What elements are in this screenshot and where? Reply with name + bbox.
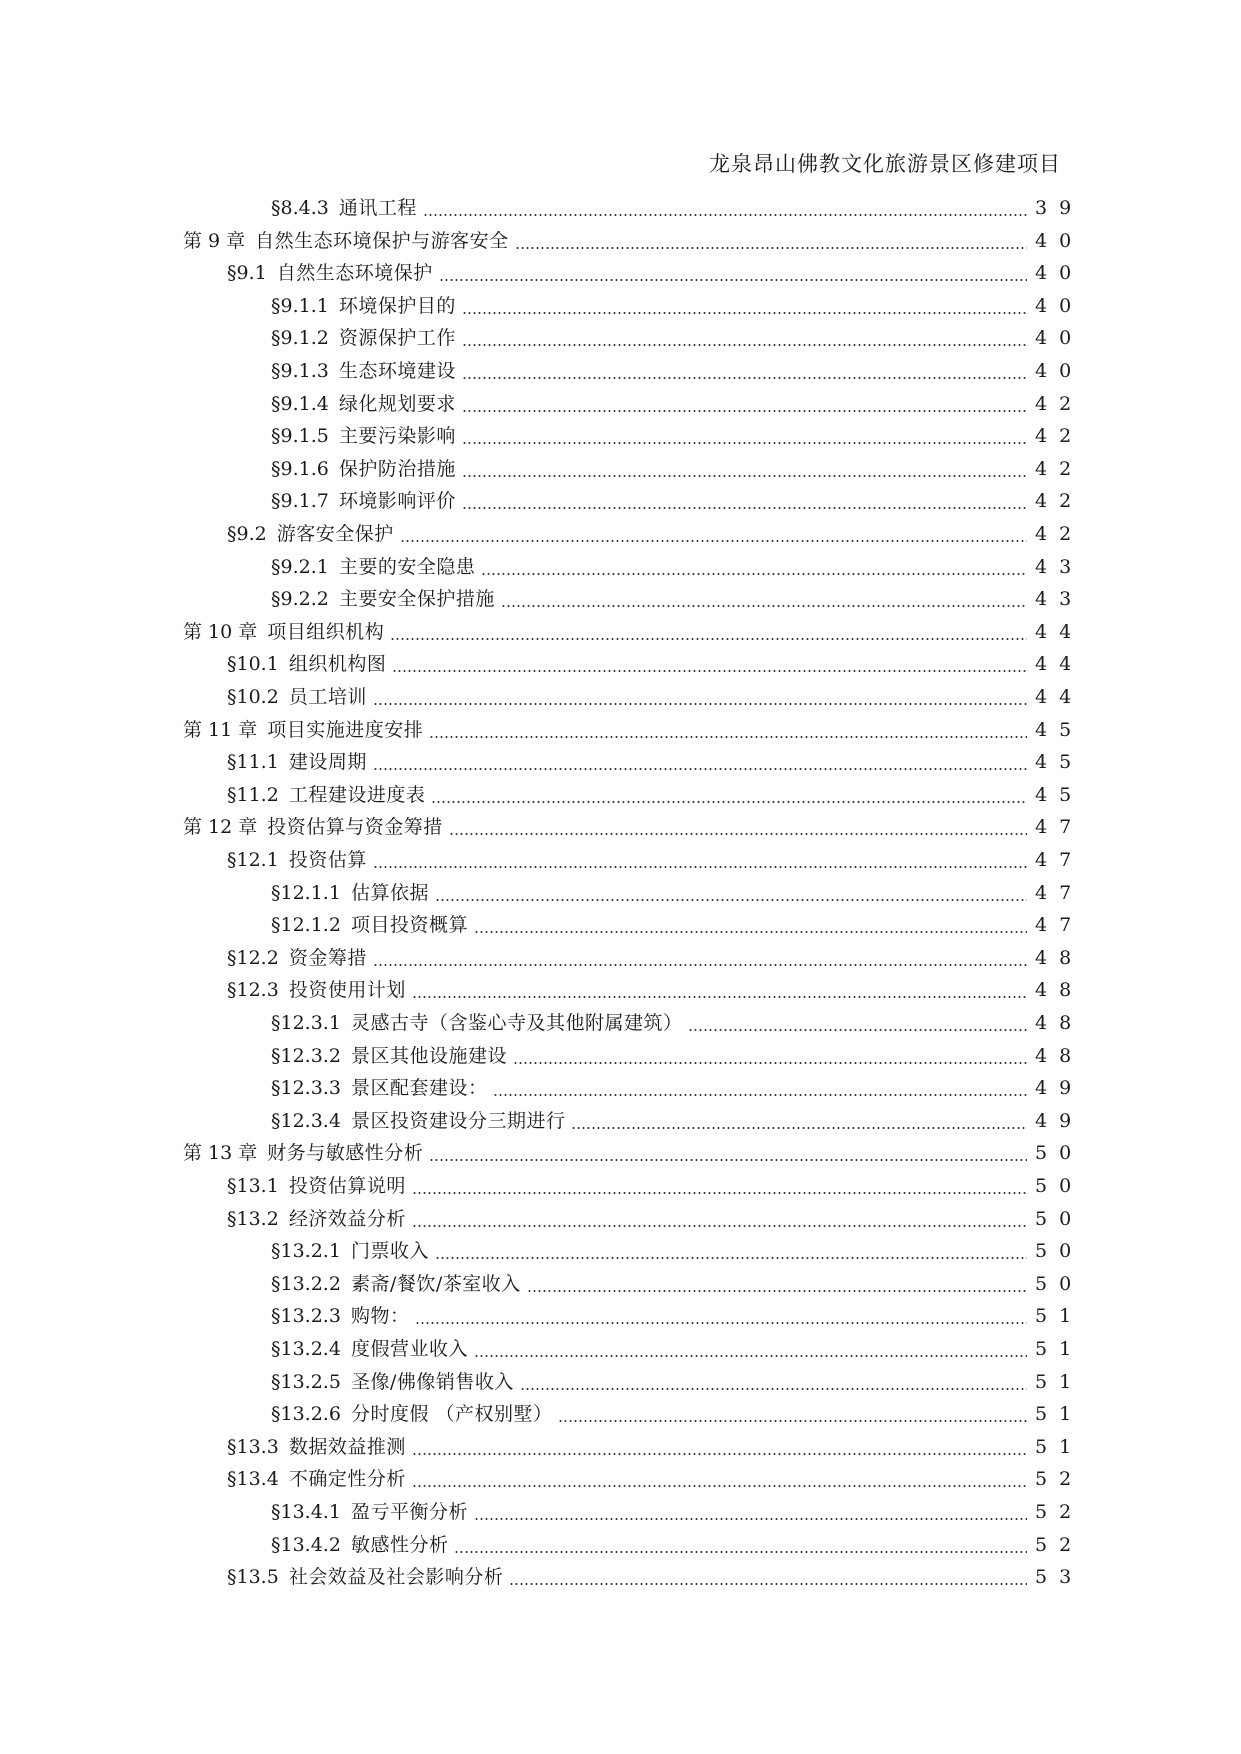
toc-entry-number: §9.2.2 bbox=[271, 588, 329, 611]
toc-entry-page-number: 42 bbox=[1035, 457, 1084, 480]
toc-entry-title: 项目投资概算 bbox=[350, 914, 468, 937]
toc-entry-page-number: 50 bbox=[1035, 1240, 1084, 1263]
toc-entry[interactable] bbox=[0, 290, 1241, 322]
dot-leader bbox=[501, 605, 1027, 607]
toc-entry[interactable] bbox=[0, 616, 1241, 648]
toc-entry-title: 门票收入 bbox=[350, 1240, 429, 1263]
toc-entry[interactable] bbox=[0, 1333, 1241, 1365]
dot-leader bbox=[513, 1062, 1027, 1064]
toc-entry-line bbox=[271, 909, 1084, 941]
dot-leader bbox=[429, 736, 1027, 738]
toc-entry[interactable] bbox=[0, 1268, 1241, 1300]
toc-entry-page-number: 42 bbox=[1035, 425, 1084, 448]
toc-entry-number: §13.2.5 bbox=[271, 1370, 341, 1393]
toc-entry[interactable] bbox=[0, 1007, 1241, 1039]
toc-entry-title: 资源保护工作 bbox=[338, 327, 456, 350]
toc-entry[interactable] bbox=[0, 1105, 1241, 1137]
toc-entry-line bbox=[227, 1431, 1084, 1463]
toc-entry-page-number: 49 bbox=[1035, 1077, 1084, 1100]
toc-entry[interactable] bbox=[0, 388, 1241, 420]
dot-leader bbox=[462, 475, 1027, 477]
dot-leader bbox=[373, 866, 1027, 868]
dot-leader bbox=[431, 801, 1027, 803]
toc-entry-number: §9.1.6 bbox=[271, 457, 329, 480]
toc-entry-page-number: 52 bbox=[1035, 1468, 1084, 1491]
toc-entry-page-number: 39 bbox=[1035, 197, 1084, 219]
toc-entry[interactable] bbox=[0, 1235, 1241, 1267]
toc-entry[interactable] bbox=[0, 583, 1241, 615]
toc-entry-page-number: 47 bbox=[1035, 914, 1084, 937]
dot-leader bbox=[412, 1485, 1027, 1487]
toc-entry-number: §9.1.7 bbox=[271, 490, 329, 513]
toc-entry-number: §13.2.3 bbox=[271, 1305, 341, 1328]
toc-entry[interactable] bbox=[0, 877, 1241, 909]
toc-entry-page-number: 47 bbox=[1035, 816, 1084, 839]
toc-entry-number: §9.1.4 bbox=[271, 392, 329, 415]
toc-entry[interactable] bbox=[0, 746, 1241, 778]
dot-leader bbox=[558, 1420, 1027, 1422]
toc-entry-number: §12.3.2 bbox=[271, 1044, 341, 1067]
toc-entry-number: 第 13 章 bbox=[183, 1142, 258, 1165]
toc-entry-page-number: 43 bbox=[1035, 588, 1084, 611]
dot-leader bbox=[435, 899, 1027, 901]
toc-entry-title: 投资使用计划 bbox=[288, 979, 406, 1002]
dot-leader bbox=[462, 410, 1027, 412]
toc-entry-title: 投资估算与资金筹措 bbox=[267, 816, 443, 839]
toc-entry-title: 生态环境建设 bbox=[338, 360, 456, 382]
toc-entry-page-number: 52 bbox=[1035, 1533, 1084, 1556]
dot-leader bbox=[412, 1192, 1027, 1194]
dot-leader bbox=[415, 1322, 1027, 1324]
toc-entry-line bbox=[227, 974, 1084, 1006]
toc-entry-title: 资金筹措 bbox=[288, 946, 367, 969]
toc-entry[interactable] bbox=[0, 648, 1241, 680]
dot-leader bbox=[449, 833, 1027, 835]
toc-entry-title: 估算依据 bbox=[350, 881, 429, 904]
dot-leader bbox=[520, 1388, 1027, 1390]
toc-entry-page-number: 50 bbox=[1035, 1175, 1084, 1197]
toc-entry-line bbox=[271, 1268, 1084, 1300]
toc-entry-number: §13.4.2 bbox=[271, 1533, 341, 1556]
toc-entry-number: §9.1 bbox=[227, 262, 267, 285]
toc-entry-page-number: 40 bbox=[1035, 229, 1084, 252]
toc-entry[interactable] bbox=[0, 192, 1241, 224]
toc-entry[interactable] bbox=[0, 355, 1241, 387]
toc-entry-number: §8.4.3 bbox=[271, 197, 329, 219]
toc-entry-line bbox=[271, 1496, 1084, 1528]
toc-entry-number: §12.1.1 bbox=[271, 881, 341, 904]
dot-leader bbox=[462, 507, 1027, 509]
toc-entry-title: 项目实施进度安排 bbox=[267, 718, 424, 741]
toc-entry[interactable] bbox=[0, 974, 1241, 1006]
toc-entry-line bbox=[271, 877, 1084, 909]
toc-entry-title: 工程建设进度表 bbox=[288, 783, 426, 806]
toc-entry-line bbox=[271, 1007, 1084, 1039]
toc-entry[interactable] bbox=[0, 1529, 1241, 1561]
toc-entry[interactable] bbox=[0, 322, 1241, 354]
toc-entry-page-number: 42 bbox=[1035, 490, 1084, 513]
toc-entry-page-number: 51 bbox=[1035, 1403, 1084, 1426]
toc-entry-title: 环境保护目的 bbox=[338, 294, 456, 317]
toc-entry[interactable] bbox=[0, 1203, 1241, 1235]
toc-entry-line bbox=[271, 420, 1084, 452]
toc-entry-number: §12.2 bbox=[227, 946, 279, 969]
toc-entry-number: 第 12 章 bbox=[183, 816, 258, 839]
toc-entry[interactable] bbox=[0, 942, 1241, 974]
toc-entry-line bbox=[271, 485, 1084, 517]
dot-leader bbox=[493, 1094, 1027, 1096]
toc-entry-page-number: 42 bbox=[1035, 392, 1084, 415]
toc-entry-number: §13.2 bbox=[227, 1207, 279, 1230]
toc-entry-line bbox=[227, 1561, 1084, 1593]
toc-entry-line bbox=[271, 1235, 1084, 1267]
toc-entry-line bbox=[271, 1300, 1084, 1332]
toc-entry-number: §13.4 bbox=[227, 1468, 279, 1491]
toc-entry-page-number: 47 bbox=[1035, 849, 1084, 871]
dot-leader bbox=[462, 312, 1027, 314]
toc-entry-title: 素斋/餐饮/茶室收入 bbox=[350, 1272, 521, 1295]
toc-entry-number: §13.2.4 bbox=[271, 1338, 341, 1360]
dot-leader bbox=[474, 931, 1027, 933]
toc-entry-title: 圣像/佛像销售收入 bbox=[350, 1370, 514, 1393]
toc-entry-number: §12.3 bbox=[227, 979, 279, 1002]
dot-leader bbox=[527, 1290, 1027, 1292]
toc-entry-page-number: 50 bbox=[1035, 1142, 1084, 1165]
toc-entry-page-number: 45 bbox=[1035, 783, 1084, 806]
toc-entry[interactable] bbox=[0, 681, 1241, 713]
dot-leader bbox=[412, 1225, 1027, 1227]
toc-entry-number: §12.3.1 bbox=[271, 1012, 341, 1034]
toc-entry-number: §9.1.3 bbox=[271, 360, 329, 382]
toc-entry-number: §13.5 bbox=[227, 1566, 279, 1589]
toc-entry-line bbox=[183, 714, 1084, 746]
toc-entry-title: 环境影响评价 bbox=[338, 490, 456, 513]
toc-entry-number: §10.1 bbox=[227, 653, 279, 676]
toc-entry-line bbox=[227, 1203, 1084, 1235]
toc-entry[interactable] bbox=[0, 551, 1241, 583]
toc-entry-number: §11.1 bbox=[227, 751, 279, 774]
toc-entry-line bbox=[271, 322, 1084, 354]
toc-entry[interactable] bbox=[0, 1300, 1241, 1332]
toc-entry-title: 灵感古寺（含鉴心寺及其他附属建筑） bbox=[350, 1012, 683, 1034]
toc-entry-page-number: 40 bbox=[1035, 262, 1084, 285]
toc-entry-title: 保护防治措施 bbox=[338, 457, 456, 480]
dot-leader bbox=[462, 442, 1027, 444]
toc-entry-title: 游客安全保护 bbox=[276, 523, 394, 545]
toc-entry[interactable] bbox=[0, 420, 1241, 452]
toc-entry-line bbox=[271, 192, 1084, 224]
toc-entry-page-number: 50 bbox=[1035, 1272, 1084, 1295]
toc-entry-number: §9.1.5 bbox=[271, 425, 329, 448]
dot-leader bbox=[435, 1257, 1027, 1259]
toc-entry-line bbox=[271, 1529, 1084, 1561]
toc-entry-line bbox=[183, 225, 1084, 257]
toc-entry-number: 第 9 章 bbox=[183, 229, 246, 252]
toc-entry-page-number: 44 bbox=[1035, 686, 1084, 708]
toc-entry[interactable] bbox=[0, 518, 1241, 550]
toc-entry-page-number: 42 bbox=[1035, 523, 1084, 545]
dot-leader bbox=[509, 1583, 1027, 1585]
toc-entry-title: 经济效益分析 bbox=[288, 1207, 406, 1230]
toc-entry-line bbox=[271, 551, 1084, 583]
toc-entry-title: 敏感性分析 bbox=[350, 1533, 449, 1556]
toc-entry-line bbox=[271, 355, 1084, 387]
toc-entry-page-number: 44 bbox=[1035, 653, 1084, 676]
dot-leader bbox=[412, 1453, 1027, 1455]
toc-entry-title: 不确定性分析 bbox=[288, 1468, 406, 1491]
toc-entry[interactable] bbox=[0, 1366, 1241, 1398]
toc-entry-page-number: 49 bbox=[1035, 1109, 1084, 1132]
toc-entry-line bbox=[271, 388, 1084, 420]
toc-entry[interactable] bbox=[0, 1463, 1241, 1495]
toc-entry-line bbox=[271, 1398, 1084, 1430]
toc-entry-title: 景区其他设施建设 bbox=[350, 1044, 507, 1067]
toc-entry-page-number: 47 bbox=[1035, 881, 1084, 904]
toc-entry-page-number: 51 bbox=[1035, 1338, 1084, 1360]
dot-leader bbox=[390, 638, 1027, 640]
toc-entry[interactable] bbox=[0, 453, 1241, 485]
toc-entry-page-number: 52 bbox=[1035, 1501, 1084, 1523]
toc-entry-page-number: 40 bbox=[1035, 360, 1084, 382]
toc-entry-line bbox=[227, 779, 1084, 811]
toc-entry-number: §12.1 bbox=[227, 849, 279, 871]
toc-entry[interactable] bbox=[0, 485, 1241, 517]
toc-entry[interactable] bbox=[0, 1431, 1241, 1463]
dot-leader bbox=[373, 768, 1027, 770]
dot-leader bbox=[400, 540, 1027, 542]
toc-entry-title: 投资估算说明 bbox=[288, 1175, 406, 1197]
dot-leader bbox=[412, 996, 1027, 998]
dot-leader bbox=[462, 377, 1027, 379]
toc-entry-title: 主要安全保护措施 bbox=[338, 588, 495, 611]
toc-entry-title: 项目组织机构 bbox=[267, 620, 385, 643]
toc-entry-number: §9.1.1 bbox=[271, 294, 329, 317]
toc-entry-line bbox=[227, 1170, 1084, 1202]
dot-leader bbox=[462, 344, 1027, 346]
toc-entry-title: 分时度假 （产权别墅） bbox=[350, 1403, 553, 1426]
toc-entry[interactable] bbox=[0, 779, 1241, 811]
toc-entry-line bbox=[271, 453, 1084, 485]
toc-entry-title: 主要的安全隐患 bbox=[338, 555, 476, 578]
toc-entry-number: §13.2.6 bbox=[271, 1403, 341, 1426]
toc-entry-page-number: 40 bbox=[1035, 294, 1084, 317]
toc-entry-line bbox=[227, 648, 1084, 680]
toc-entry-line bbox=[271, 1366, 1084, 1398]
toc-entry[interactable] bbox=[0, 1398, 1241, 1430]
toc-entry-title: 投资估算 bbox=[288, 849, 367, 871]
toc-entry[interactable] bbox=[0, 257, 1241, 289]
toc-entry[interactable] bbox=[0, 811, 1241, 843]
toc-entry-number: §10.2 bbox=[227, 686, 279, 708]
toc-entry[interactable] bbox=[0, 1137, 1241, 1169]
toc-entry[interactable] bbox=[0, 225, 1241, 257]
toc-entry[interactable] bbox=[0, 1170, 1241, 1202]
toc-entry-number: §12.1.2 bbox=[271, 914, 341, 937]
dot-leader bbox=[373, 703, 1027, 705]
dot-leader bbox=[439, 279, 1027, 281]
toc-entry[interactable] bbox=[0, 909, 1241, 941]
toc-entry-title: 度假营业收入 bbox=[350, 1338, 468, 1360]
toc-entry-title: 组织机构图 bbox=[288, 653, 387, 676]
dot-leader bbox=[474, 1518, 1027, 1520]
toc-entry-title: 通讯工程 bbox=[338, 197, 417, 219]
dot-leader bbox=[373, 964, 1027, 966]
toc-entry[interactable] bbox=[0, 1496, 1241, 1528]
toc-entry-number: §11.2 bbox=[227, 783, 279, 806]
toc-entry[interactable] bbox=[0, 1072, 1241, 1104]
toc-entry-page-number: 48 bbox=[1035, 1012, 1084, 1034]
toc-entry-title: 绿化规划要求 bbox=[338, 392, 456, 415]
toc-entry-number: §13.4.1 bbox=[271, 1501, 341, 1523]
dot-leader bbox=[481, 573, 1027, 575]
toc-entry-line bbox=[271, 1072, 1084, 1104]
toc-entry-number: 第 11 章 bbox=[183, 718, 258, 741]
dot-leader bbox=[392, 670, 1027, 672]
toc-entry-title: 主要污染影响 bbox=[338, 425, 456, 448]
toc-entry-title: 自然生态环境保护与游客安全 bbox=[255, 229, 509, 252]
toc-entry-line bbox=[183, 616, 1084, 648]
toc-entry-title: 自然生态环境保护 bbox=[276, 262, 433, 285]
dot-leader bbox=[429, 1159, 1027, 1161]
toc-entry-number: §12.3.4 bbox=[271, 1109, 341, 1132]
toc-entry-number: §13.1 bbox=[227, 1175, 279, 1197]
toc-entry-number: §9.2.1 bbox=[271, 555, 329, 578]
toc-entry-page-number: 48 bbox=[1035, 979, 1084, 1002]
toc-entry-line bbox=[227, 257, 1084, 289]
dot-leader bbox=[454, 1551, 1027, 1553]
toc-entry-number: §9.2 bbox=[227, 523, 267, 545]
toc-entry-number: 第 10 章 bbox=[183, 620, 258, 643]
toc-entry-title: 财务与敏感性分析 bbox=[267, 1142, 424, 1165]
toc-entry-line bbox=[271, 290, 1084, 322]
toc-entry-line bbox=[227, 942, 1084, 974]
toc-entry-number: §13.2.2 bbox=[271, 1272, 341, 1295]
toc-entry-title: 景区配套建设： bbox=[350, 1077, 488, 1100]
toc-entry-title: 社会效益及社会影响分析 bbox=[288, 1566, 504, 1589]
dot-leader bbox=[688, 1029, 1027, 1031]
toc-entry[interactable] bbox=[0, 844, 1241, 876]
toc-entry-number: §12.3.3 bbox=[271, 1077, 341, 1100]
toc-entry-line bbox=[183, 811, 1084, 843]
toc-entry-page-number: 51 bbox=[1035, 1305, 1084, 1328]
toc-entry-line bbox=[227, 844, 1084, 876]
dot-leader bbox=[571, 1127, 1027, 1129]
running-header: 龙泉昂山佛教文化旅游景区修建项目 bbox=[709, 152, 1061, 176]
toc-entry-line bbox=[227, 1463, 1084, 1495]
toc-entry-page-number: 45 bbox=[1035, 751, 1084, 774]
toc-entry-title: 建设周期 bbox=[288, 751, 367, 774]
dot-leader bbox=[515, 247, 1027, 249]
toc-entry-line bbox=[227, 518, 1084, 550]
toc-entry-page-number: 43 bbox=[1035, 555, 1084, 578]
toc-entry-title: 员工培训 bbox=[288, 686, 367, 708]
toc-entry-page-number: 45 bbox=[1035, 718, 1084, 741]
toc-entry-page-number: 50 bbox=[1035, 1207, 1084, 1230]
toc-entry-title: 景区投资建设分三期进行 bbox=[350, 1109, 566, 1132]
toc-entry[interactable] bbox=[0, 1040, 1241, 1072]
toc-entry-line bbox=[271, 583, 1084, 615]
toc-entry-page-number: 48 bbox=[1035, 946, 1084, 969]
toc-entry-page-number: 40 bbox=[1035, 327, 1084, 350]
toc-entry-line bbox=[227, 681, 1084, 713]
toc-entry[interactable] bbox=[0, 1561, 1241, 1593]
toc-entry-number: §9.1.2 bbox=[271, 327, 329, 350]
toc-entry-title: 购物： bbox=[350, 1305, 410, 1328]
toc-entry-page-number: 51 bbox=[1035, 1370, 1084, 1393]
toc-entry-line bbox=[271, 1333, 1084, 1365]
toc-entry-line bbox=[183, 1137, 1084, 1169]
toc-entry[interactable] bbox=[0, 714, 1241, 746]
toc-entry-page-number: 53 bbox=[1035, 1566, 1084, 1589]
dot-leader bbox=[423, 214, 1027, 216]
toc-entry-line bbox=[271, 1105, 1084, 1137]
dot-leader bbox=[474, 1355, 1027, 1357]
toc-entry-page-number: 51 bbox=[1035, 1435, 1084, 1458]
toc-entry-line bbox=[271, 1040, 1084, 1072]
toc-entry-title: 数据效益推测 bbox=[288, 1435, 406, 1458]
toc-entry-line bbox=[227, 746, 1084, 778]
toc-entry-number: §13.3 bbox=[227, 1435, 279, 1458]
toc-entry-number: §13.2.1 bbox=[271, 1240, 341, 1263]
toc-entry-title: 盈亏平衡分析 bbox=[350, 1501, 468, 1523]
toc-entry-page-number: 48 bbox=[1035, 1044, 1084, 1067]
toc-entry-page-number: 44 bbox=[1035, 620, 1084, 643]
